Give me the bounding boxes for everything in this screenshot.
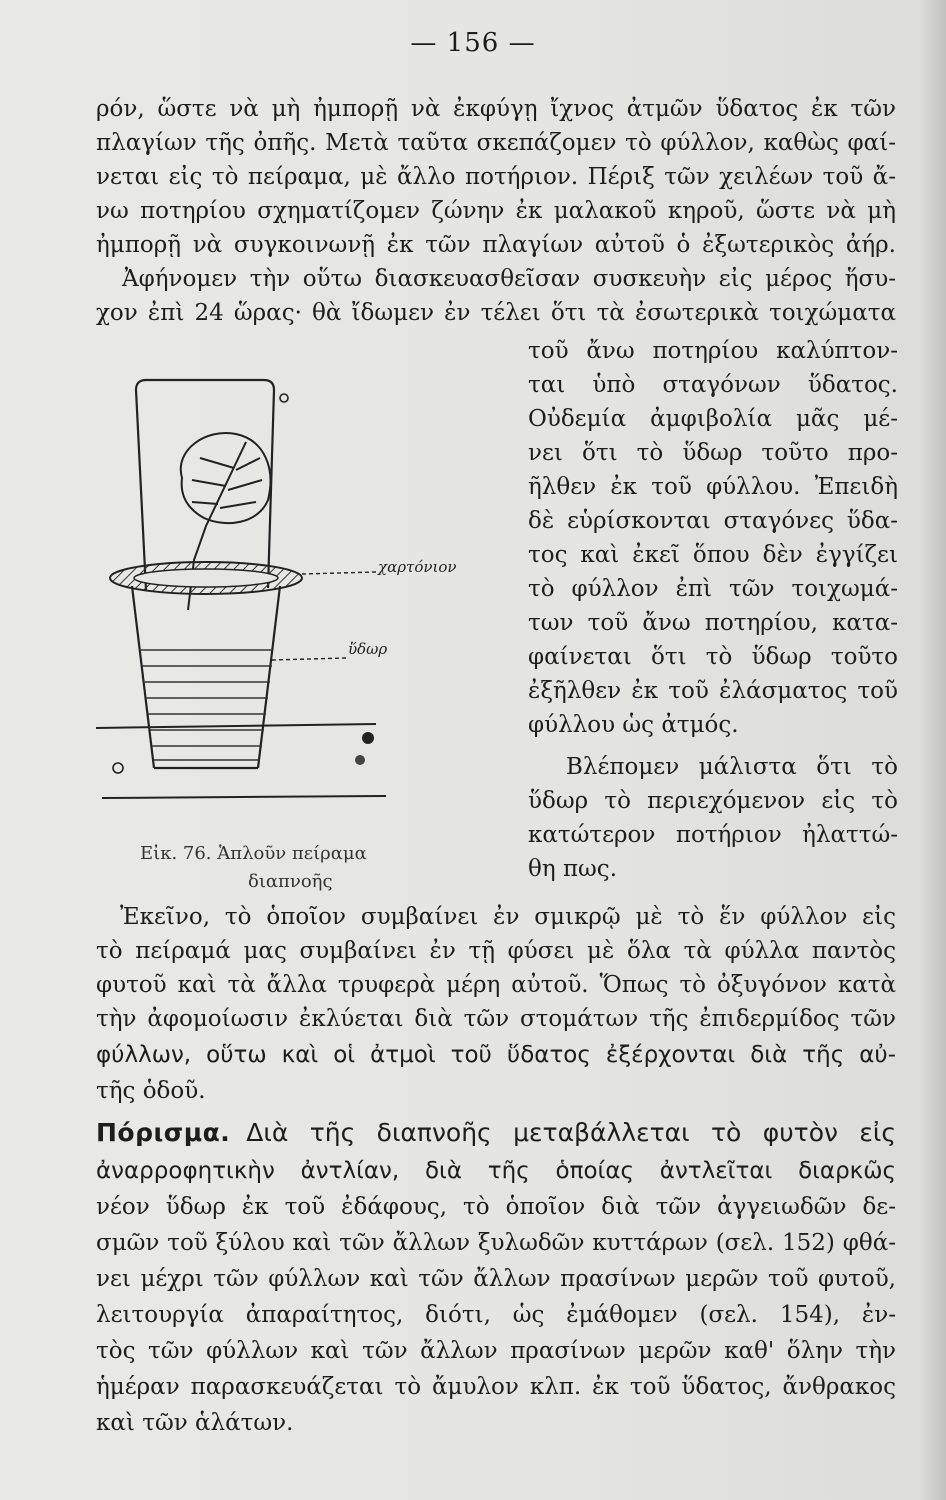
figure-caption: Εἰκ. 76. Ἁπλοῦν πείραμα [140, 843, 367, 864]
text-line: καὶ τῶν ἁλάτων. [96, 1410, 294, 1436]
text-line: ἀναρροφητικὴν ἀντλίαν, διὰ τῆς ὁποίας ἀντλεῖται διαρκῶς [96, 1158, 896, 1184]
text-line: ἡμέραν παρασκευάζεται τὸ ἄμυλον κλπ. ἐκ τοῦ ὕδατος, ἄνθρακος [96, 1374, 896, 1400]
text-line: των τοῦ ἄνω ποτηρίου, κατα- [528, 610, 898, 636]
text-line: σμῶν τοῦ ξύλου καὶ τῶν ἄλλων ξυλωδῶν κυττάρων (σελ. 152) φθά- [96, 1230, 896, 1256]
page-edge-shadow [920, 0, 946, 1500]
page-number: — 156 — [410, 28, 536, 58]
drop-mark [362, 732, 374, 744]
text-line: θη πως. [528, 856, 618, 882]
leader-line [272, 658, 346, 660]
text-line: τὴν ἀφομοίωσιν ἐκλύεται διὰ τῶν στομάτων τῆς ἐπιδερμίδος τῶν [96, 1006, 896, 1032]
porisma-label: Πόρισμα. [96, 1118, 231, 1147]
drop-mark [113, 763, 123, 773]
text-line: νεται εἰς τὸ πείραμα, μὲ ἄλλο ποτήριον. Πέριξ τῶν χειλέων τοῦ ἄ- [96, 164, 896, 190]
text-line: Ἐκεῖνο, τὸ ὁποῖον συμβαίνει ἐν σμικρῷ μὲ τὸ ἕν φύλλον εἰς [120, 904, 896, 930]
text-line: νει μέχρι τῶν φύλλων καὶ τῶν ἄλλων πρασίνων μερῶν τοῦ φυτοῦ, [96, 1266, 896, 1292]
text-line: ῆλθεν ἐκ τοῦ φύλλου. Ἐπειδὴ [528, 474, 898, 500]
text-line: τος καὶ ἐκεῖ ὅπου δὲν ἐγγίζει [528, 542, 898, 568]
text-line: τὸ πείραμά μας συμβαίνει ἐν τῇ φύσει μὲ ὅλα τὰ φύλλα παντὸς [96, 938, 896, 964]
text-line: ἠμπορῇ νὰ συγκοινωνῇ ἐκ τῶν πλαγίων αὐτοῦ ὁ ἐξωτερικὸς ἀήρ. [96, 232, 896, 258]
text-line: Βλέπομεν μάλιστα ὅτι τὸ [566, 754, 898, 780]
text-line: δὲ εὑρίσκονται σταγόνες ὕδα- [528, 508, 898, 534]
text-line: φύλλων, οὕτω καὶ οἱ ἀτμοὶ τοῦ ὕδατος ἐξέρχονται διὰ τῆς αὐ- [96, 1042, 896, 1068]
text-line: Ἀφήνομεν τὴν οὕτω διασκευασθεῖσαν συσκευὴν εἰς μέρος ἥσυ- [122, 266, 896, 292]
table-line [96, 724, 376, 728]
transpiration-experiment-figure [96, 350, 516, 820]
text-line: νω ποτηρίου σχηματίζομεν ζώνην ἐκ μαλακοῦ κηροῦ, ὥστε νὰ μὴ [96, 198, 896, 224]
text-line: τῆς ὁδοῦ. [96, 1078, 206, 1104]
text-line: τοῦ ἄνω ποτηρίου καλύπτον- [528, 338, 898, 364]
base-line [102, 796, 386, 798]
text-line: ρόν, ὥστε νὰ μὴ ἠμπορῇ νὰ ἐκφύγῃ ἴχνος ἀτμῶν ὕδατος ἐκ τῶν [96, 96, 896, 122]
text-line: κατώτερον ποτήριον ἠλαττώ- [528, 822, 898, 848]
porisma-first-line [96, 1118, 896, 1148]
leader-line [302, 572, 376, 574]
text-line: νέον ὕδωρ ἐκ τοῦ ἐδάφους, τὸ ὁποῖον διὰ τῶν ἀγγειωδῶν δε- [96, 1194, 896, 1220]
upper-glass [136, 380, 288, 590]
text-line: λειτουργία ἀπαραίτητος, διότι, ὡς ἐμάθομεν (σελ. 154), ἐν- [96, 1302, 896, 1328]
text-line: ὕδωρ τὸ περιεχόμενον εἰς τὸ [528, 788, 898, 814]
text-line: φύλλου ὡς ἀτμός. [528, 712, 739, 738]
text-line: ται ὑπὸ σταγόνων ὕδατος. [528, 372, 898, 398]
text-line: φυτοῦ καὶ τὰ ἄλλα τρυφερὰ μέρη αὐτοῦ. Ὅπως τὸ ὀξυγόνον κατὰ [96, 972, 896, 998]
text-line: χον ἐπὶ 24 ὥρας· θὰ ἴδωμεν ἐν τέλει ὅτι τὰ ἐσωτερικὰ τοιχώματα [96, 300, 896, 326]
text-line: τὸς τῶν φύλλων καὶ τῶν ἄλλων πρασίνων μερῶν καθ' ὅλην τὴν [96, 1338, 896, 1364]
lower-glass [132, 586, 280, 768]
label-cardboard: χαρτόνιον [378, 558, 457, 576]
drop-mark [355, 755, 365, 765]
text-line: φαίνεται ὅτι τὸ ὕδωρ τοῦτο [528, 644, 898, 670]
figure-caption: διαπνοῆς [248, 871, 333, 892]
text-line: τὸ φύλλον ἐπὶ τῶν τοιχωμά- [528, 576, 898, 602]
text-line: Οὐδεμία ἀμφιβολία μᾶς μέ- [528, 406, 898, 432]
text-line: νει ὅτι τὸ ὕδωρ τοῦτο προ- [528, 440, 898, 466]
text-line: Διὰ τῆς διαπνοῆς μεταβάλλεται τὸ φυτὸν εἰς [246, 1118, 896, 1147]
text-line: πλαγίων τῆς ὀπῆς. Μετὰ ταῦτα σκεπάζομεν τὸ φύλλον, καθὼς φαί- [96, 130, 896, 156]
text-line: ἐξῆλθεν ἐκ τοῦ ἐλάσματος τοῦ [528, 678, 898, 704]
label-water: ὕδωρ [348, 640, 388, 658]
water-lines [140, 650, 272, 760]
